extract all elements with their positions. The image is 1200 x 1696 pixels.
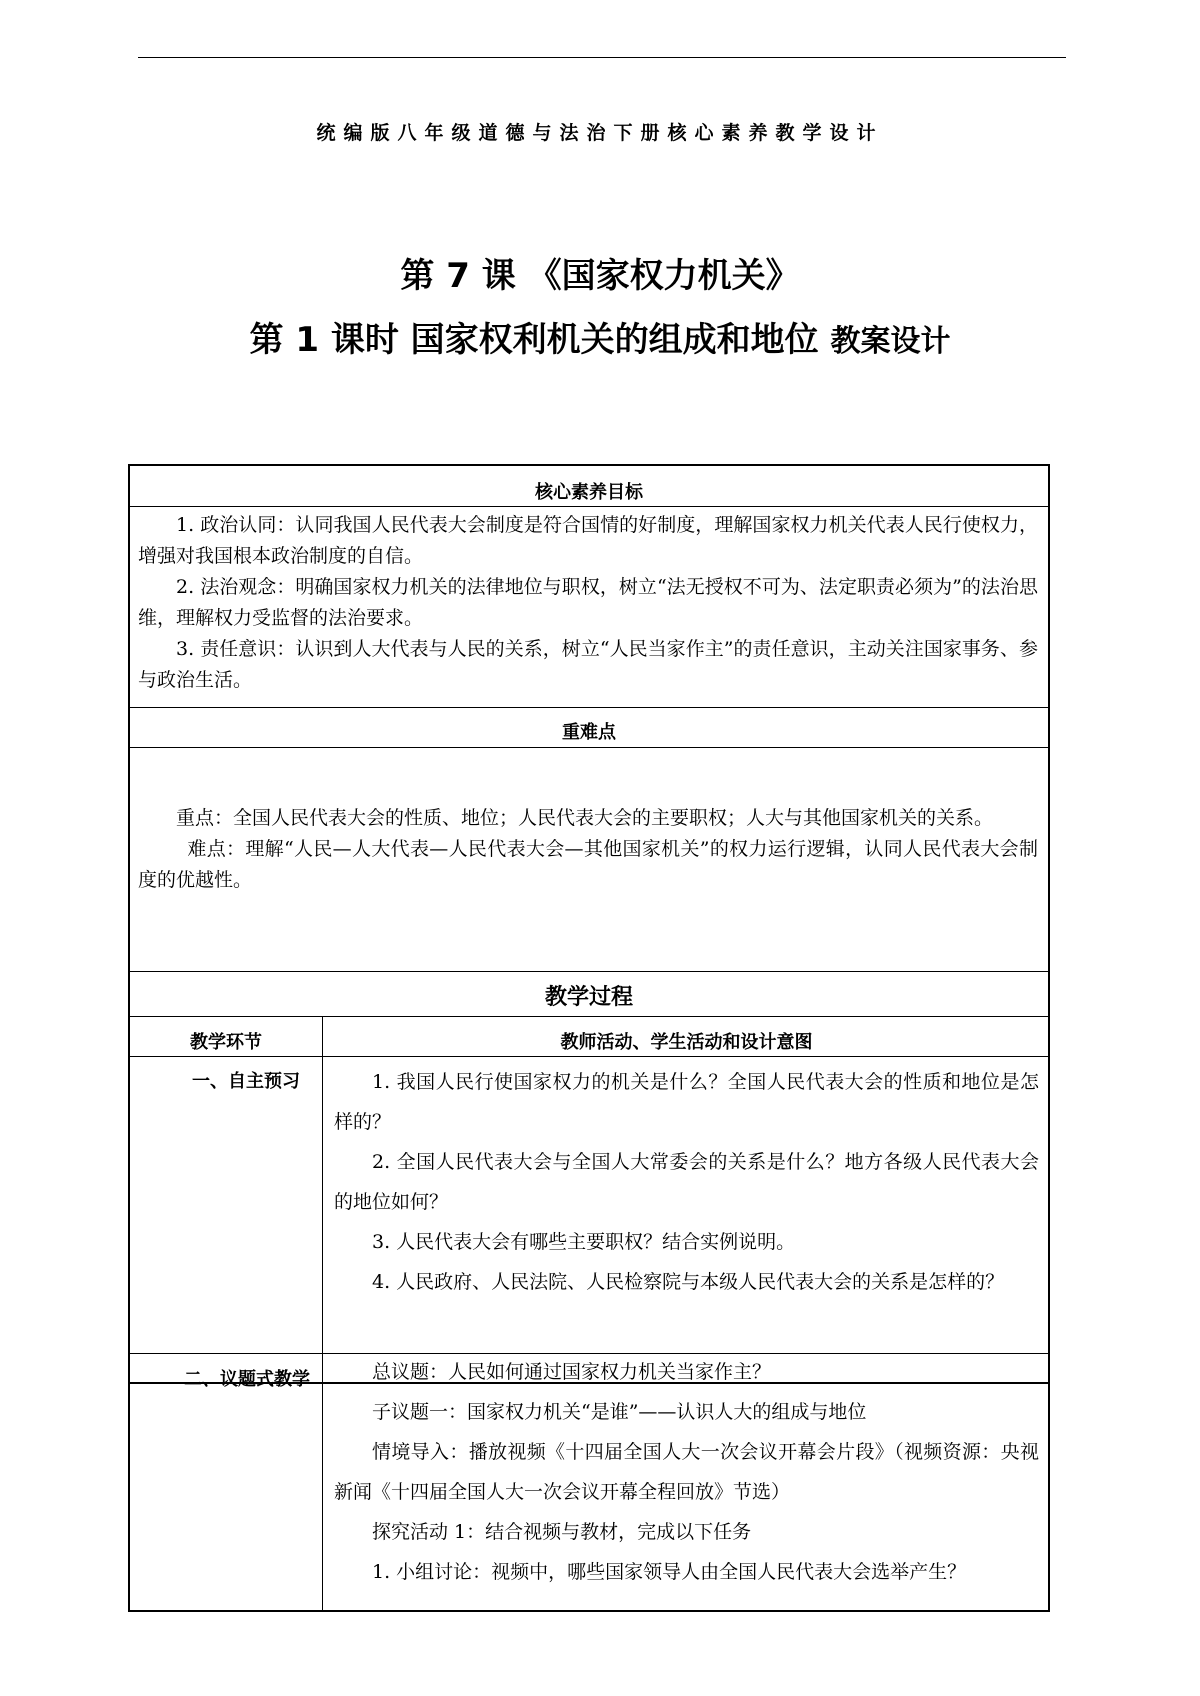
activity-line: 情境导入：播放视频《十四届全国人大一次会议开幕会片段》（视频资源：央视新闻《十四届全国人大一次会议开幕全程回放》节选） (334, 1441, 1039, 1503)
core-goal-item: 3. 责任意识：认识到人大代表与人民的关系，树立“人民当家作主”的责任意识，主动关注国家事务、参与政治生活。 (138, 638, 1038, 691)
lesson-title: 第 7 课 《国家权力机关》 (400, 256, 800, 296)
lesson-plan-table (128, 464, 1050, 1390)
activity-line: 3. 人民代表大会有哪些主要职权？结合实例说明。 (372, 1231, 796, 1253)
key-point-difficulty: 难点：理解“人民—人大代表—人民代表大会—其他国家机关”的权力运行逻辑，认同人民代表大会制度的优越性。 (138, 838, 1038, 891)
stage-activities (322, 1352, 1049, 1592)
header-rule (138, 57, 1066, 58)
table-divider (130, 747, 1048, 748)
period-title (0, 312, 1200, 361)
core-goals-heading: 核心素养目标 (535, 482, 643, 503)
key-points-body (130, 803, 1048, 896)
activity-line: 4. 人民政府、人民法院、人民检察院与本级人民代表大会的关系是怎样的？ (372, 1271, 1005, 1293)
activity-line: 探究活动 1：结合视频与教材，完成以下任务 (372, 1521, 752, 1543)
lesson-plan-table-continued (128, 1352, 1050, 1612)
core-goal-item: 2. 法治观念：明确国家权力机关的法律地位与职权，树立“法无授权不可为、法定职责必须为”的法治思维，理解权力受监督的法治要求。 (138, 576, 1038, 629)
activity-line: 2. 全国人民代表大会与全国人大常委会的关系是什么？地方各级人民代表大会的地位如何？ (334, 1151, 1039, 1213)
stage-label: 二、议题式教学 (184, 1369, 310, 1390)
stage-activities (322, 1062, 1049, 1302)
stage-label: 一、自主预习 (192, 1071, 300, 1092)
key-points-heading: 重难点 (562, 722, 616, 743)
stage-column-header: 教学环节 (190, 1032, 262, 1053)
activity-line: 总议题：人民如何通过国家权力机关当家作主？ (372, 1361, 772, 1383)
table-divider (130, 971, 1048, 972)
table-divider (130, 707, 1048, 708)
core-goal-item: 1. 政治认同：认同我国人民代表大会制度是符合国情的好制度，理解国家权力机关代表人民行使权力，增强对我国根本政治制度的自信。 (138, 514, 1038, 567)
activity-column-header: 教师活动、学生活动和设计意图 (560, 1032, 813, 1053)
key-point-emphasis: 重点：全国人民代表大会的性质、地位；人民代表大会的主要职权；人大与其他国家机关的关系。 (176, 807, 994, 829)
period-title-suffix: 教案设计 (830, 324, 951, 359)
activity-line: 1. 我国人民行使国家权力的机关是什么？全国人民代表大会的性质和地位是怎样的？ (334, 1071, 1039, 1133)
document-header: 统编版八年级道德与法治下册核心素养教学设计 (316, 122, 884, 144)
core-goals-body (130, 510, 1048, 696)
activity-line: 子议题一：国家权力机关“是谁”——认识人大的组成与地位 (372, 1401, 867, 1423)
table-divider (130, 1016, 1048, 1017)
process-heading: 教学过程 (544, 985, 633, 1010)
period-title-main: 第 1 课时 国家权利机关的组成和地位 (249, 320, 819, 360)
table-divider (130, 1056, 1048, 1057)
activity-line: 1. 小组讨论：视频中，哪些国家领导人由全国人民代表大会选举产生？ (372, 1561, 967, 1583)
table-divider (130, 506, 1048, 507)
